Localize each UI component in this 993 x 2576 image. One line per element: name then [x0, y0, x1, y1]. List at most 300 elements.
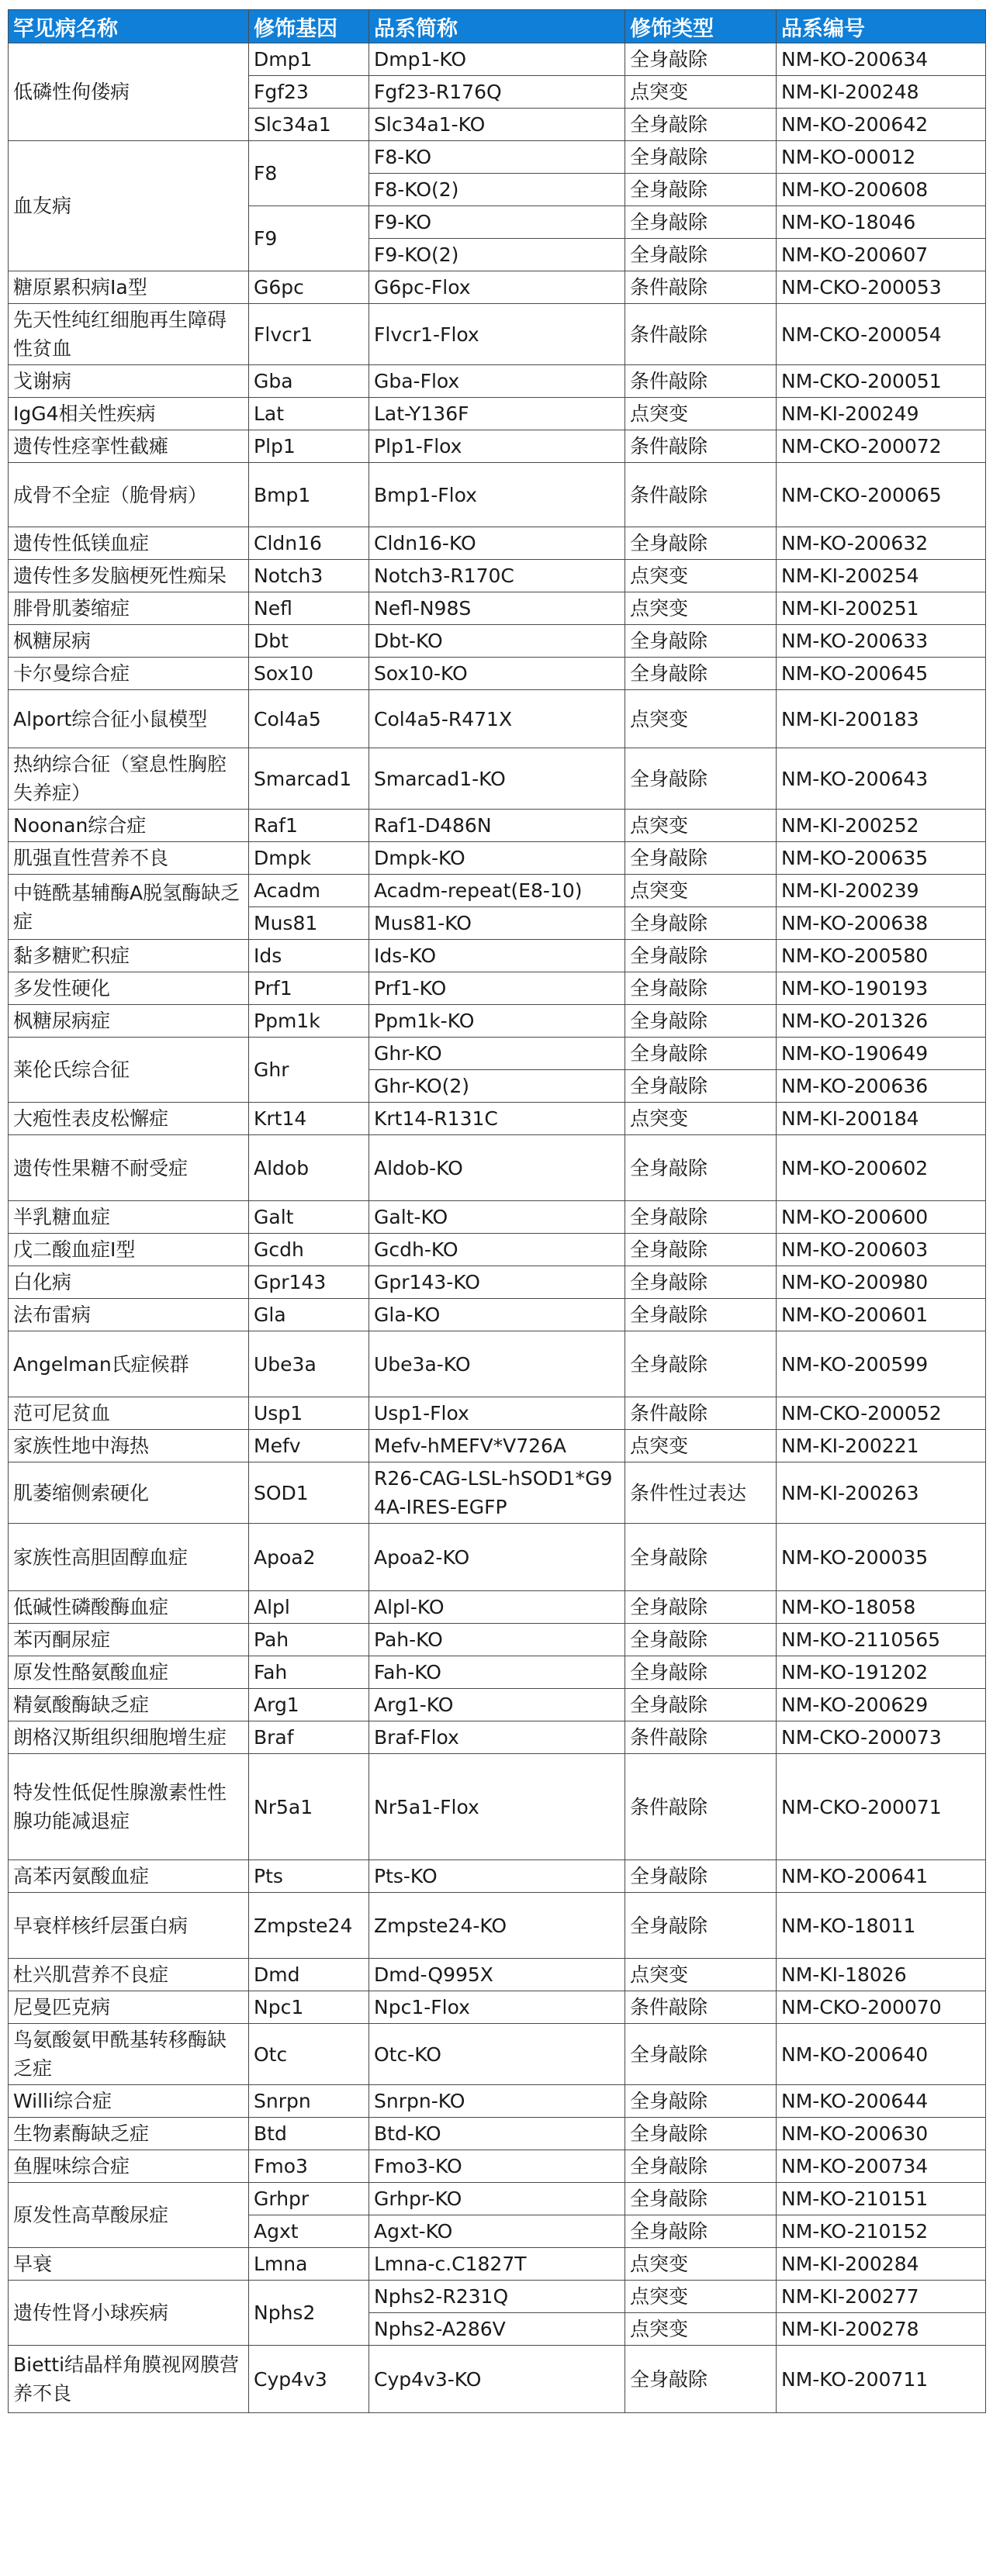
table-cell: Notch3 — [249, 560, 369, 592]
table-cell: NM-KO-200635 — [777, 842, 986, 875]
table-row — [9, 1135, 986, 1201]
table-cell: 中链酰基辅酶A脱氢酶缺乏症 — [9, 875, 249, 940]
table-cell: Agxt-KO — [369, 2215, 625, 2248]
table-cell: Smarcad1-KO — [369, 748, 625, 810]
table-cell: 朗格汉斯组织细胞增生症 — [9, 1721, 249, 1754]
table-cell: 遗传性肾小球疾病 — [9, 2281, 249, 2346]
table-row — [9, 430, 986, 463]
table-cell: NM-KI-200221 — [777, 1430, 986, 1462]
table-cell: NM-KI-200277 — [777, 2281, 986, 2313]
table-row — [9, 2346, 986, 2413]
table-cell: 点突变 — [625, 1103, 777, 1135]
table-cell: 苯丙酮尿症 — [9, 1624, 249, 1656]
table-cell: 全身敲除 — [625, 1070, 777, 1103]
table-cell: Lmna-c.C1827T — [369, 2248, 625, 2281]
table-row — [9, 1591, 986, 1624]
header-strain-name: 品系简称 — [369, 10, 625, 43]
table-cell: Slc34a1-KO — [369, 109, 625, 141]
header-strain-id: 品系编号 — [777, 10, 986, 43]
table-row — [9, 592, 986, 625]
table-cell: Braf — [249, 1721, 369, 1754]
table-cell: Aldob — [249, 1135, 369, 1201]
table-cell: Krt14-R131C — [369, 1103, 625, 1135]
table-cell: Lat — [249, 398, 369, 430]
table-cell: 条件敲除 — [625, 430, 777, 463]
table-cell: NM-KI-200239 — [777, 875, 986, 907]
table-cell: 早衰 — [9, 2248, 249, 2281]
table-cell: Cldn16 — [249, 527, 369, 560]
table-row — [9, 1524, 986, 1591]
table-cell: 点突变 — [625, 560, 777, 592]
table-cell: 条件敲除 — [625, 1397, 777, 1430]
table-cell: Lat-Y136F — [369, 398, 625, 430]
table-cell: 法布雷病 — [9, 1299, 249, 1331]
table-row — [9, 1103, 986, 1135]
table-cell: NM-KO-2110565 — [777, 1624, 986, 1656]
table-row — [9, 2183, 986, 2215]
table-cell: NM-CKO-200054 — [777, 304, 986, 365]
table-cell: Flvcr1-Flox — [369, 304, 625, 365]
table-cell: 精氨酸酶缺乏症 — [9, 1689, 249, 1721]
table-cell: Pts — [249, 1860, 369, 1893]
table-cell: 全身敲除 — [625, 1689, 777, 1721]
table-cell: 戈谢病 — [9, 365, 249, 398]
table-cell: 全身敲除 — [625, 1656, 777, 1689]
table-cell: Nefl — [249, 592, 369, 625]
table-cell: Prf1 — [249, 972, 369, 1005]
table-cell: 范可尼贫血 — [9, 1397, 249, 1430]
table-cell: 家族性地中海热 — [9, 1430, 249, 1462]
table-cell: 全身敲除 — [625, 658, 777, 690]
table-cell: Aldob-KO — [369, 1135, 625, 1201]
table-cell: NM-KI-200248 — [777, 76, 986, 109]
table-cell: NM-KO-200641 — [777, 1860, 986, 1893]
table-cell: 多发性硬化 — [9, 972, 249, 1005]
table-cell: 点突变 — [625, 1430, 777, 1462]
table-cell: Usp1-Flox — [369, 1397, 625, 1430]
table-cell: Fah-KO — [369, 1656, 625, 1689]
table-row — [9, 141, 986, 174]
table-cell: 全身敲除 — [625, 1201, 777, 1234]
table-cell: NM-CKO-200053 — [777, 271, 986, 304]
table-cell: 条件敲除 — [625, 271, 777, 304]
table-cell: NM-KO-200643 — [777, 748, 986, 810]
table-cell: 全身敲除 — [625, 907, 777, 940]
table-cell: Gcdh — [249, 1234, 369, 1266]
table-cell: NM-KO-00012 — [777, 141, 986, 174]
table-cell: NM-KO-200636 — [777, 1070, 986, 1103]
table-cell: Col4a5-R471X — [369, 690, 625, 748]
table-row — [9, 810, 986, 842]
table-cell: 全身敲除 — [625, 972, 777, 1005]
table-cell: Notch3-R170C — [369, 560, 625, 592]
table-cell: 热纳综合征（窒息性胸腔失养症） — [9, 748, 249, 810]
table-cell: Dmpk-KO — [369, 842, 625, 875]
table-cell: 全身敲除 — [625, 2118, 777, 2150]
table-cell: 全身敲除 — [625, 1860, 777, 1893]
rare-disease-model-table — [8, 9, 986, 2413]
table-cell: Plp1-Flox — [369, 430, 625, 463]
table-cell: 先天性纯红细胞再生障碍性贫血 — [9, 304, 249, 365]
table-cell: Pah-KO — [369, 1624, 625, 1656]
table-cell: NM-KO-200600 — [777, 1201, 986, 1234]
table-cell: Slc34a1 — [249, 109, 369, 141]
table-cell: Gba-Flox — [369, 365, 625, 398]
table-cell: NM-KI-200251 — [777, 592, 986, 625]
table-cell: 枫糖尿病症 — [9, 1005, 249, 1038]
table-cell: Nphs2-R231Q — [369, 2281, 625, 2313]
table-cell: Fgf23-R176Q — [369, 76, 625, 109]
table-container — [8, 9, 985, 2413]
table-row — [9, 1234, 986, 1266]
table-cell: Ghr-KO(2) — [369, 1070, 625, 1103]
table-cell: 全身敲除 — [625, 1331, 777, 1397]
table-cell: 全身敲除 — [625, 625, 777, 658]
table-row — [9, 560, 986, 592]
table-cell: NM-CKO-200073 — [777, 1721, 986, 1754]
table-row — [9, 1721, 986, 1754]
table-cell: Zmpste24-KO — [369, 1893, 625, 1959]
table-cell: Galt-KO — [369, 1201, 625, 1234]
table-cell: Dmd — [249, 1959, 369, 1991]
header-modification-type: 修饰类型 — [625, 10, 777, 43]
table-cell: 点突变 — [625, 2281, 777, 2313]
table-cell: NM-KO-200608 — [777, 174, 986, 206]
table-cell: F8 — [249, 141, 369, 206]
table-row — [9, 625, 986, 658]
table-cell: Mus81-KO — [369, 907, 625, 940]
table-cell: Cldn16-KO — [369, 527, 625, 560]
table-cell: NM-KO-200711 — [777, 2346, 986, 2413]
table-cell: Alpl — [249, 1591, 369, 1624]
table-cell: Bmp1-Flox — [369, 463, 625, 527]
table-cell: Otc — [249, 2024, 369, 2085]
table-row — [9, 398, 986, 430]
table-cell: 全身敲除 — [625, 842, 777, 875]
table-row — [9, 1005, 986, 1038]
table-cell: NM-KO-200638 — [777, 907, 986, 940]
table-cell: NM-KO-191202 — [777, 1656, 986, 1689]
table-cell: NM-KO-200602 — [777, 1135, 986, 1201]
table-cell: F8-KO — [369, 141, 625, 174]
table-cell: 全身敲除 — [625, 1135, 777, 1201]
table-row — [9, 1754, 986, 1860]
table-cell: 全身敲除 — [625, 109, 777, 141]
table-cell: NM-KI-200252 — [777, 810, 986, 842]
table-cell: 全身敲除 — [625, 2085, 777, 2118]
table-cell: Ube3a — [249, 1331, 369, 1397]
table-cell: Fmo3 — [249, 2150, 369, 2183]
table-cell: NM-KO-200734 — [777, 2150, 986, 2183]
table-cell: NM-CKO-200065 — [777, 463, 986, 527]
table-row — [9, 43, 986, 76]
table-row — [9, 1201, 986, 1234]
table-cell: Nphs2 — [249, 2281, 369, 2346]
table-cell: 全身敲除 — [625, 2150, 777, 2183]
table-row — [9, 1299, 986, 1331]
table-cell: Zmpste24 — [249, 1893, 369, 1959]
table-cell: NM-KO-200603 — [777, 1234, 986, 1266]
table-cell: NM-KI-200249 — [777, 398, 986, 430]
table-cell: 全身敲除 — [625, 1524, 777, 1591]
table-cell: Mefv — [249, 1430, 369, 1462]
table-cell: NM-KO-200645 — [777, 658, 986, 690]
table-cell: Nphs2-A286V — [369, 2313, 625, 2346]
table-cell: F9-KO(2) — [369, 239, 625, 271]
table-row — [9, 1397, 986, 1430]
table-cell: NM-KI-200183 — [777, 690, 986, 748]
table-cell: 点突变 — [625, 690, 777, 748]
table-cell: Alpl-KO — [369, 1591, 625, 1624]
table-cell: Gla-KO — [369, 1299, 625, 1331]
table-cell: 大疱性表皮松懈症 — [9, 1103, 249, 1135]
table-cell: Angelman氏症候群 — [9, 1331, 249, 1397]
table-cell: Dmd-Q995X — [369, 1959, 625, 1991]
table-cell: Npc1-Flox — [369, 1991, 625, 2024]
table-row — [9, 2118, 986, 2150]
table-cell: Snrpn — [249, 2085, 369, 2118]
table-cell: 枫糖尿病 — [9, 625, 249, 658]
table-cell: NM-KO-200580 — [777, 940, 986, 972]
table-cell: Agxt — [249, 2215, 369, 2248]
table-cell: 半乳糖血症 — [9, 1201, 249, 1234]
table-cell: Nefl-N98S — [369, 592, 625, 625]
table-cell: Ids-KO — [369, 940, 625, 972]
table-cell: 遗传性痉挛性截瘫 — [9, 430, 249, 463]
table-row — [9, 304, 986, 365]
table-cell: NM-CKO-200070 — [777, 1991, 986, 2024]
table-cell: 高苯丙氨酸血症 — [9, 1860, 249, 1893]
table-cell: NM-KO-200599 — [777, 1331, 986, 1397]
table-row — [9, 1266, 986, 1299]
table-cell: 全身敲除 — [625, 239, 777, 271]
table-cell: NM-KI-200284 — [777, 2248, 986, 2281]
table-cell: 全身敲除 — [625, 2183, 777, 2215]
table-cell: NM-KI-200278 — [777, 2313, 986, 2346]
table-cell: 成骨不全症（脆骨病） — [9, 463, 249, 527]
table-cell: 点突变 — [625, 1959, 777, 1991]
table-cell: 戊二酸血症Ⅰ型 — [9, 1234, 249, 1266]
table-cell: Gpr143 — [249, 1266, 369, 1299]
table-cell: Ppm1k — [249, 1005, 369, 1038]
table-cell: Acadm — [249, 875, 369, 907]
table-cell: Col4a5 — [249, 690, 369, 748]
table-cell: 全身敲除 — [625, 2346, 777, 2413]
table-row — [9, 2248, 986, 2281]
table-cell: Gcdh-KO — [369, 1234, 625, 1266]
table-cell: R26-CAG-LSL-hSOD1*G94A-IRES-EGFP — [369, 1462, 625, 1524]
table-row — [9, 1656, 986, 1689]
table-cell: Ppm1k-KO — [369, 1005, 625, 1038]
table-cell: NM-KO-200035 — [777, 1524, 986, 1591]
table-cell: 遗传性低镁血症 — [9, 527, 249, 560]
table-cell: 全身敲除 — [625, 43, 777, 76]
table-cell: Dbt-KO — [369, 625, 625, 658]
table-cell: Dbt — [249, 625, 369, 658]
table-cell: 腓骨肌萎缩症 — [9, 592, 249, 625]
table-cell: Fah — [249, 1656, 369, 1689]
table-cell: Ids — [249, 940, 369, 972]
table-cell: Usp1 — [249, 1397, 369, 1430]
table-cell: NM-KO-200644 — [777, 2085, 986, 2118]
table-cell: SOD1 — [249, 1462, 369, 1524]
table-cell: 杜兴肌营养不良症 — [9, 1959, 249, 1991]
table-cell: Willi综合症 — [9, 2085, 249, 2118]
table-cell: Krt14 — [249, 1103, 369, 1135]
table-row — [9, 1331, 986, 1397]
table-cell: NM-KO-18011 — [777, 1893, 986, 1959]
table-cell: Sox10-KO — [369, 658, 625, 690]
table-cell: IgG4相关性疾病 — [9, 398, 249, 430]
table-cell: 卡尔曼综合症 — [9, 658, 249, 690]
table-cell: 条件敲除 — [625, 365, 777, 398]
table-cell: 条件敲除 — [625, 1721, 777, 1754]
table-row — [9, 1893, 986, 1959]
table-cell: Alport综合征小鼠模型 — [9, 690, 249, 748]
table-cell: 点突变 — [625, 875, 777, 907]
header-modified-gene: 修饰基因 — [249, 10, 369, 43]
table-cell: 全身敲除 — [625, 1893, 777, 1959]
table-row — [9, 940, 986, 972]
table-cell: 全身敲除 — [625, 1624, 777, 1656]
table-cell: NM-CKO-200051 — [777, 365, 986, 398]
table-cell: NM-KO-200642 — [777, 109, 986, 141]
table-cell: Npc1 — [249, 1991, 369, 2024]
table-cell: 全身敲除 — [625, 1299, 777, 1331]
table-row — [9, 2024, 986, 2085]
table-cell: 肌强直性营养不良 — [9, 842, 249, 875]
table-cell: Noonan综合症 — [9, 810, 249, 842]
table-cell: 点突变 — [625, 76, 777, 109]
table-cell: NM-KI-200184 — [777, 1103, 986, 1135]
table-cell: 条件敲除 — [625, 1991, 777, 2024]
table-cell: Cyp4v3 — [249, 2346, 369, 2413]
table-row — [9, 2150, 986, 2183]
table-cell: 血友病 — [9, 141, 249, 271]
table-cell: NM-KI-200254 — [777, 560, 986, 592]
table-cell: Acadm-repeat(E8-10) — [369, 875, 625, 907]
table-row — [9, 527, 986, 560]
table-cell: Raf1-D486N — [369, 810, 625, 842]
table-cell: 尼曼匹克病 — [9, 1991, 249, 2024]
table-cell: 全身敲除 — [625, 174, 777, 206]
table-cell: Nr5a1 — [249, 1754, 369, 1860]
table-cell: Dmp1-KO — [369, 43, 625, 76]
table-cell: 全身敲除 — [625, 1005, 777, 1038]
table-cell: 条件敲除 — [625, 463, 777, 527]
table-row — [9, 1038, 986, 1070]
table-cell: 点突变 — [625, 398, 777, 430]
table-cell: Bietti结晶样角膜视网膜营养不良 — [9, 2346, 249, 2413]
table-cell: Dmp1 — [249, 43, 369, 76]
table-cell: NM-KO-190193 — [777, 972, 986, 1005]
table-cell: 早衰样核纤层蛋白病 — [9, 1893, 249, 1959]
table-cell: Apoa2 — [249, 1524, 369, 1591]
table-cell: Sox10 — [249, 658, 369, 690]
table-cell: 全身敲除 — [625, 527, 777, 560]
table-cell: 全身敲除 — [625, 206, 777, 239]
table-cell: Mefv-hMEFV*V726A — [369, 1430, 625, 1462]
table-cell: Fmo3-KO — [369, 2150, 625, 2183]
table-cell: Btd — [249, 2118, 369, 2150]
table-cell: 条件敲除 — [625, 1754, 777, 1860]
table-cell: Pah — [249, 1624, 369, 1656]
table-cell: 点突变 — [625, 2313, 777, 2346]
table-cell: 全身敲除 — [625, 1266, 777, 1299]
table-row — [9, 2281, 986, 2313]
table-row — [9, 365, 986, 398]
table-cell: 点突变 — [625, 2248, 777, 2281]
table-cell: 肌萎缩侧索硬化 — [9, 1462, 249, 1524]
table-cell: Mus81 — [249, 907, 369, 940]
table-cell: Plp1 — [249, 430, 369, 463]
table-cell: Cyp4v3-KO — [369, 2346, 625, 2413]
table-body — [9, 43, 986, 2413]
table-cell: 点突变 — [625, 810, 777, 842]
table-row — [9, 463, 986, 527]
table-cell: Gba — [249, 365, 369, 398]
table-row — [9, 1959, 986, 1991]
table-cell: NM-KO-210152 — [777, 2215, 986, 2248]
table-cell: Gpr143-KO — [369, 1266, 625, 1299]
table-cell: NM-KO-210151 — [777, 2183, 986, 2215]
table-row — [9, 2085, 986, 2118]
table-row — [9, 1462, 986, 1524]
table-cell: 条件性过表达 — [625, 1462, 777, 1524]
table-cell: Fgf23 — [249, 76, 369, 109]
table-cell: 条件敲除 — [625, 304, 777, 365]
table-cell: Ghr — [249, 1038, 369, 1103]
table-cell: Arg1-KO — [369, 1689, 625, 1721]
table-cell: Prf1-KO — [369, 972, 625, 1005]
table-cell: NM-KO-18046 — [777, 206, 986, 239]
table-cell: Otc-KO — [369, 2024, 625, 2085]
table-cell: Grhpr-KO — [369, 2183, 625, 2215]
table-cell: Flvcr1 — [249, 304, 369, 365]
table-cell: 点突变 — [625, 592, 777, 625]
table-cell: NM-KO-200632 — [777, 527, 986, 560]
table-cell: 黏多糖贮积症 — [9, 940, 249, 972]
table-cell: F9 — [249, 206, 369, 271]
table-cell: 遗传性多发脑梗死性痴呆 — [9, 560, 249, 592]
table-cell: 糖原累积病Ⅰa型 — [9, 271, 249, 304]
table-cell: 全身敲除 — [625, 2024, 777, 2085]
table-cell: Arg1 — [249, 1689, 369, 1721]
table-row — [9, 1991, 986, 2024]
table-row — [9, 271, 986, 304]
table-row — [9, 842, 986, 875]
table-cell: 特发性低促性腺激素性性腺功能减退症 — [9, 1754, 249, 1860]
table-cell: G6pc — [249, 271, 369, 304]
table-row — [9, 690, 986, 748]
table-cell: 原发性酪氨酸血症 — [9, 1656, 249, 1689]
table-cell: NM-KO-200633 — [777, 625, 986, 658]
table-cell: NM-KO-200630 — [777, 2118, 986, 2150]
table-cell: 鱼腥味综合症 — [9, 2150, 249, 2183]
table-cell: 全身敲除 — [625, 1234, 777, 1266]
table-row — [9, 972, 986, 1005]
table-cell: 低磷性佝偻病 — [9, 43, 249, 141]
table-cell: Btd-KO — [369, 2118, 625, 2150]
table-cell: NM-KI-200263 — [777, 1462, 986, 1524]
table-row — [9, 658, 986, 690]
table-cell: NM-KO-200634 — [777, 43, 986, 76]
table-cell: Smarcad1 — [249, 748, 369, 810]
table-cell: Ube3a-KO — [369, 1331, 625, 1397]
table-row — [9, 748, 986, 810]
table-cell: Dmpk — [249, 842, 369, 875]
table-cell: Snrpn-KO — [369, 2085, 625, 2118]
